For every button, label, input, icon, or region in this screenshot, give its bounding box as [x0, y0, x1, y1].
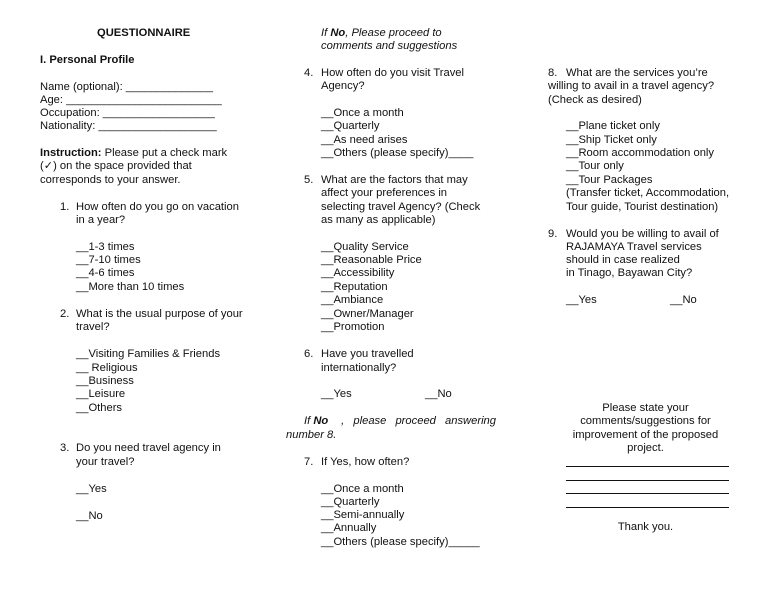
q7-number: 7. [304, 456, 314, 468]
q8-text-line1: What are the services you’re [566, 67, 708, 79]
q5-option[interactable]: __Ambiance [321, 294, 384, 306]
if-no-mid-rest: , please proceed answering [341, 415, 496, 427]
personal-profile-heading: I. Personal Profile [40, 54, 135, 66]
q5-text-line1: What are the factors that may [321, 174, 468, 186]
q5-option[interactable]: __Reputation [321, 281, 388, 293]
comment-line[interactable] [566, 466, 729, 467]
q1-text-line2: in a year? [76, 214, 126, 226]
q4-text-line1: How often do you visit Travel [321, 67, 465, 79]
instruction-text [40, 147, 227, 160]
q3-text-line2: your travel? [76, 456, 135, 468]
occupation-field[interactable]: Occupation: __________________ [40, 107, 215, 119]
q4-option[interactable]: __Others (please specify)____ [321, 147, 474, 159]
q6-text-line2: internationally? [321, 362, 397, 374]
q5-option[interactable]: __Reasonable Price [321, 254, 422, 266]
q1-option[interactable]: __1-3 times [76, 241, 135, 253]
q5-option[interactable]: __Accessibility [321, 267, 395, 279]
comments-text-line1: Please state your [602, 402, 689, 414]
q5-text-line4: as many as applicable) [321, 214, 436, 226]
q8-number: 8. [548, 67, 558, 79]
q6-number: 6. [304, 348, 314, 360]
q4-option[interactable]: __Quarterly [321, 120, 380, 132]
q8-packages-detail-line2: Tour guide, Tourist destination) [566, 201, 719, 213]
q5-text-line3: selecting travel Agency? (Check [321, 201, 481, 213]
q4-text-line2: Agency? [321, 80, 365, 92]
instruction-line3: corresponds to your answer. [40, 174, 181, 186]
q1-number: 1. [60, 201, 70, 213]
if-no-note-top-line2: comments and suggestions [321, 40, 458, 52]
thank-you-text: Thank you. [617, 521, 674, 533]
q2-number: 2. [60, 308, 70, 320]
if-no-mid-bold: No [313, 415, 329, 427]
q9-option-no[interactable]: __No [670, 294, 697, 306]
q8-option[interactable]: __Plane ticket only [566, 120, 660, 132]
q8-packages-detail-line1: (Transfer ticket, Accommodation, [566, 187, 730, 199]
q2-text-line2: travel? [76, 321, 110, 333]
q7-option[interactable]: __Others (please specify)_____ [321, 536, 480, 548]
comments-text-line2: comments/suggestions for [580, 415, 711, 427]
q8-option[interactable]: __Tour Packages [566, 174, 653, 186]
q5-option[interactable]: __Promotion [321, 321, 385, 333]
q8-text-line3: (Check as desired) [548, 94, 642, 106]
if-no-rest: , Please proceed to [345, 27, 442, 39]
q9-text-line3: should in case realized [566, 254, 680, 266]
if-no-mid-prefix: If [304, 415, 314, 427]
age-field[interactable]: Age: _________________________ [40, 94, 222, 106]
q8-text-line2: willing to avail in a travel agency? [548, 80, 715, 92]
q2-option[interactable]: __Leisure [76, 388, 126, 400]
q8-option[interactable]: __Ship Ticket only [566, 134, 657, 146]
q7-option[interactable]: __Semi-annually [321, 509, 405, 521]
q4-option[interactable]: __As need arises [321, 134, 408, 146]
comment-line[interactable] [566, 493, 729, 494]
questionnaire-title: QUESTIONNAIRE [97, 27, 191, 39]
if-no-note-top [321, 27, 442, 40]
if-no-note-mid-line2: number 8. [286, 429, 337, 441]
q6-text-line1: Have you travelled [321, 348, 414, 360]
q9-option-yes[interactable]: __Yes [566, 294, 597, 306]
q1-option[interactable]: __7-10 times [76, 254, 141, 266]
if-no-prefix: If [321, 27, 331, 39]
q7-option[interactable]: __Once a month [321, 483, 404, 495]
q7-option[interactable]: __Annually [321, 522, 377, 534]
q6-option-no[interactable]: __No [425, 388, 452, 400]
q8-option[interactable]: __Room accommodation only [566, 147, 714, 159]
comments-text-line4: project. [627, 442, 664, 454]
q9-number: 9. [548, 228, 558, 240]
q3-option-yes[interactable]: __Yes [76, 483, 107, 495]
q7-option[interactable]: __Quarterly [321, 496, 380, 508]
q9-text-line4: in Tinago, Bayawan City? [566, 267, 693, 279]
q4-option[interactable]: __Once a month [321, 107, 404, 119]
q4-number: 4. [304, 67, 314, 79]
q2-option[interactable]: __ Religious [76, 362, 138, 374]
q9-text-line2: RAJAMAYA Travel services [566, 241, 702, 253]
nationality-field[interactable]: Nationality: ___________________ [40, 120, 217, 132]
q5-option[interactable]: __Quality Service [321, 241, 409, 253]
instruction-line2: (✓) on the space provided that [40, 160, 192, 172]
q2-option[interactable]: __Visiting Families & Friends [76, 348, 221, 360]
q3-text-line1: Do you need travel agency in [76, 442, 221, 454]
q1-text-line1: How often do you go on vacation [76, 201, 239, 213]
q2-option[interactable]: __Others [76, 402, 123, 414]
instruction-line1: Please put a check mark [101, 147, 228, 159]
q9-text-line1: Would you be willing to avail of [566, 228, 719, 240]
q3-number: 3. [60, 442, 70, 454]
q6-option-yes[interactable]: __Yes [321, 388, 352, 400]
q7-text: If Yes, how often? [321, 456, 410, 468]
q3-option-no[interactable]: __No [76, 510, 103, 522]
q2-text-line1: What is the usual purpose of your [76, 308, 243, 320]
comment-line[interactable] [566, 480, 729, 481]
q1-option[interactable]: __4-6 times [76, 267, 135, 279]
if-no-bold: No [330, 27, 346, 39]
comment-line[interactable] [566, 507, 729, 508]
name-field[interactable]: Name (optional): ______________ [40, 81, 213, 93]
q1-option[interactable]: __More than 10 times [76, 281, 185, 293]
q5-number: 5. [304, 174, 314, 186]
q5-option[interactable]: __Owner/Manager [321, 308, 414, 320]
q2-option[interactable]: __Business [76, 375, 134, 387]
q5-text-line2: affect your preferences in [321, 187, 448, 199]
q8-option[interactable]: __Tour only [566, 160, 624, 172]
comments-text-line3: improvement of the proposed [572, 429, 719, 441]
instruction-label: Instruction: [40, 147, 102, 159]
if-no-note-mid [304, 415, 496, 428]
